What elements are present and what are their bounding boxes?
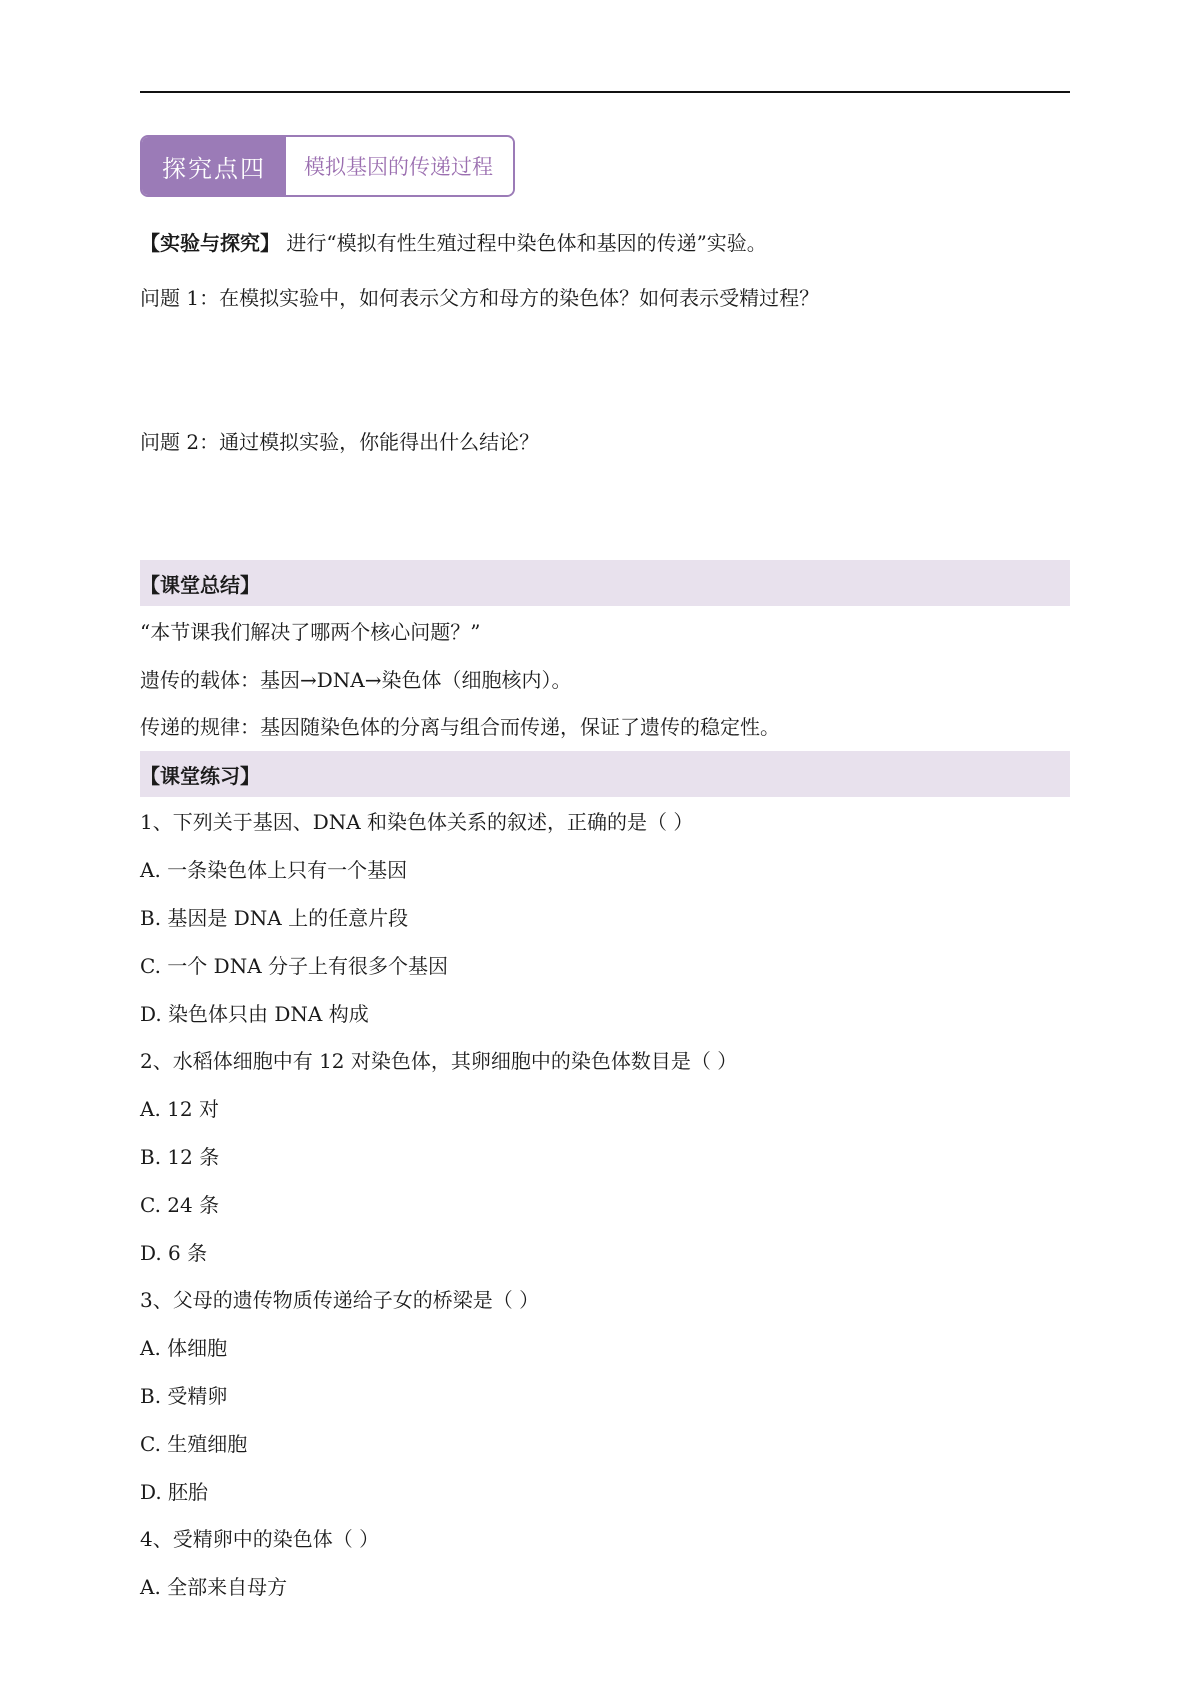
question-stem: 3、父母的遗传物质传递给子女的桥梁是（ ） [140,1288,540,1312]
summary-line: 传递的规律：基因随染色体的分离与组合而传递，保证了遗传的稳定性。 [140,715,780,739]
question-stem: 4、受精卵中的染色体（ ） [140,1527,380,1551]
section-tag-title: 模拟基因的传递过程 [286,137,513,195]
header-rule [140,91,1070,93]
answer-option: D. 6 条 [140,1241,208,1265]
answer-option: D. 染色体只由 DNA 构成 [140,1002,369,1026]
answer-option: B. 基因是 DNA 上的任意片段 [140,906,409,930]
summary-heading-band [140,560,1070,606]
answer-option: B. 受精卵 [140,1384,228,1408]
question-stem: 1、下列关于基因、DNA 和染色体关系的叙述，正确的是（ ） [140,810,694,834]
question-2: 问题 2：通过模拟实验，你能得出什么结论？ [140,430,540,454]
answer-option: B. 12 条 [140,1145,220,1169]
answer-option: A. 全部来自母方 [140,1575,288,1599]
answer-option: A. 一条染色体上只有一个基因 [140,858,408,882]
summary-line: 遗传的载体：基因→DNA→染色体（细胞核内）。 [140,668,572,692]
question-stem: 2、水稻体细胞中有 12 对染色体，其卵细胞中的染色体数目是（ ） [140,1049,738,1073]
answer-option: C. 一个 DNA 分子上有很多个基因 [140,954,448,978]
practice-heading: 【课堂练习】 [140,763,260,788]
practice-heading-band [140,751,1070,797]
answer-option: C. 生殖细胞 [140,1432,248,1456]
summary-line: “本节课我们解决了哪两个核心问题？” [140,620,481,644]
experiment-text: 进行“模拟有性生殖过程中染色体和基因的传递”实验。 [286,231,767,255]
summary-heading: 【课堂总结】 [140,572,260,597]
section-tag-number: 探究点四 [142,137,286,195]
answer-option: C. 24 条 [140,1193,220,1217]
answer-option: A. 体细胞 [140,1336,228,1360]
section-tag [140,135,515,197]
answer-option: D. 胚胎 [140,1480,209,1504]
experiment-label: 【实验与探究】 [140,231,280,255]
answer-option: A. 12 对 [140,1097,219,1121]
experiment-intro [140,229,767,257]
question-1: 问题 1：在模拟实验中，如何表示父方和母方的染色体？如何表示受精过程？ [140,286,820,310]
